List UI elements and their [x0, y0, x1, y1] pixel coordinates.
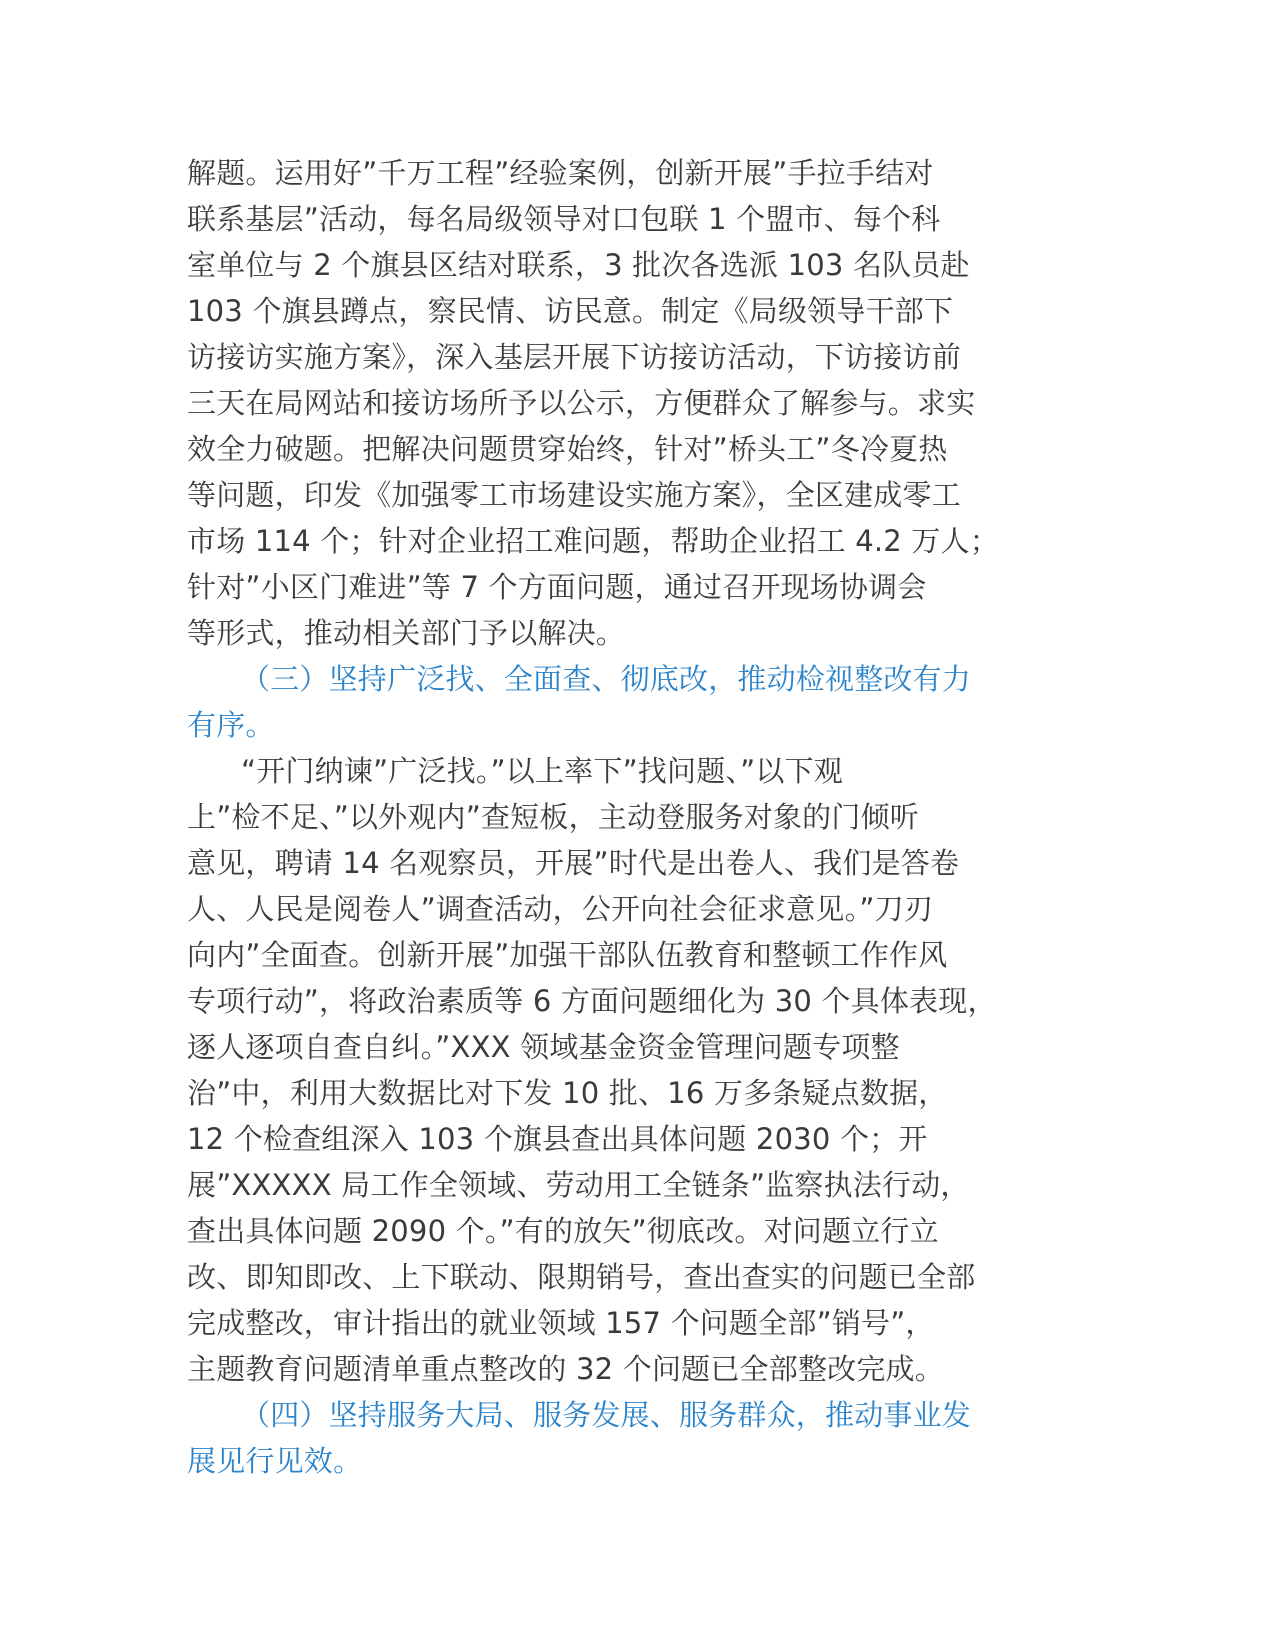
text-line: 完成整改，审计指出的就业领域 157 个问题全部”销号”， [187, 1306, 935, 1340]
text-line: 解题。运用好”千万工程”经验案例，创新开展”手拉手结对 [187, 156, 934, 190]
text-line: 展”XXXXX 局工作全领域、劳动用工全链条”监察执法行动， [187, 1168, 970, 1202]
text-line: 效全力破题。把解决问题贯穿始终，针对”桥头工”冬冷夏热 [187, 432, 948, 466]
text-line: 查出具体问题 2090 个。”有的放矢”彻底改。对问题立行立 [187, 1214, 939, 1248]
text-line: 市场 114 个；针对企业招工难问题，帮助企业招工 4.2 万人； [187, 524, 999, 558]
text-line: 联系基层”活动，每名局级领导对口包联 1 个盟市、每个科 [187, 202, 941, 236]
text-line: 访接访实施方案》，深入基层开展下访接访活动，下访接访前 [187, 340, 961, 374]
text-line: 等形式，推动相关部门予以解决。 [187, 616, 626, 650]
text-line: 专项行动”，将政治素质等 6 方面问题细化为 30 个具体表现， [187, 984, 997, 1018]
section-heading-4-cont: 展见行见效。 [187, 1444, 363, 1478]
text-line: 主题教育问题清单重点整改的 32 个问题已全部整改完成。 [187, 1352, 944, 1386]
section-heading-3-cont: 有序。 [187, 708, 275, 742]
text-line: 等问题，印发《加强零工市场建设实施方案》，全区建成零工 [187, 478, 961, 512]
text-line: 向内”全面查。创新开展”加强干部队伍教育和整顿工作作风 [187, 938, 948, 972]
text-line: 三天在局网站和接访场所予以公示，方便群众了解参与。求实 [187, 386, 976, 420]
document-body [187, 150, 1117, 1484]
text-line: 改、即知即改、上下联动、限期销号，查出查实的问题已全部 [187, 1260, 976, 1294]
text-line: 103 个旗县蹲点，察民情、访民意。制定《局级领导干部下 [187, 294, 954, 328]
text-line: 人、人民是阅卷人”调查活动，公开向社会征求意见。”刀刃 [187, 892, 933, 926]
text-line: 上”检不足、”以外观内”查短板，主动登服务对象的门倾听 [187, 800, 919, 834]
text-line: 治”中，利用大数据比对下发 10 批、16 万多条疑点数据， [187, 1076, 948, 1110]
section-heading-3: （三）坚持广泛找、全面查、彻底改，推动检视整改有力 [241, 662, 972, 696]
paragraph-start: “开门纳谏”广泛找。”以上率下”找问题、”以下观 [241, 754, 843, 788]
text-line: 针对”小区门难进”等 7 个方面问题，通过召开现场协调会 [187, 570, 927, 604]
text-line: 室单位与 2 个旗县区结对联系，3 批次各选派 103 名队员赴 [187, 248, 970, 282]
text-line: 意见，聘请 14 名观察员，开展”时代是出卷人、我们是答卷 [187, 846, 960, 880]
text-line: 12 个检查组深入 103 个旗县查出具体问题 2030 个；开 [187, 1122, 928, 1156]
text-line: 逐人逐项自查自纠。”XXX 领域基金资金管理问题专项整 [187, 1030, 900, 1064]
section-heading-4: （四）坚持服务大局、服务发展、服务群众，推动事业发 [241, 1398, 972, 1432]
